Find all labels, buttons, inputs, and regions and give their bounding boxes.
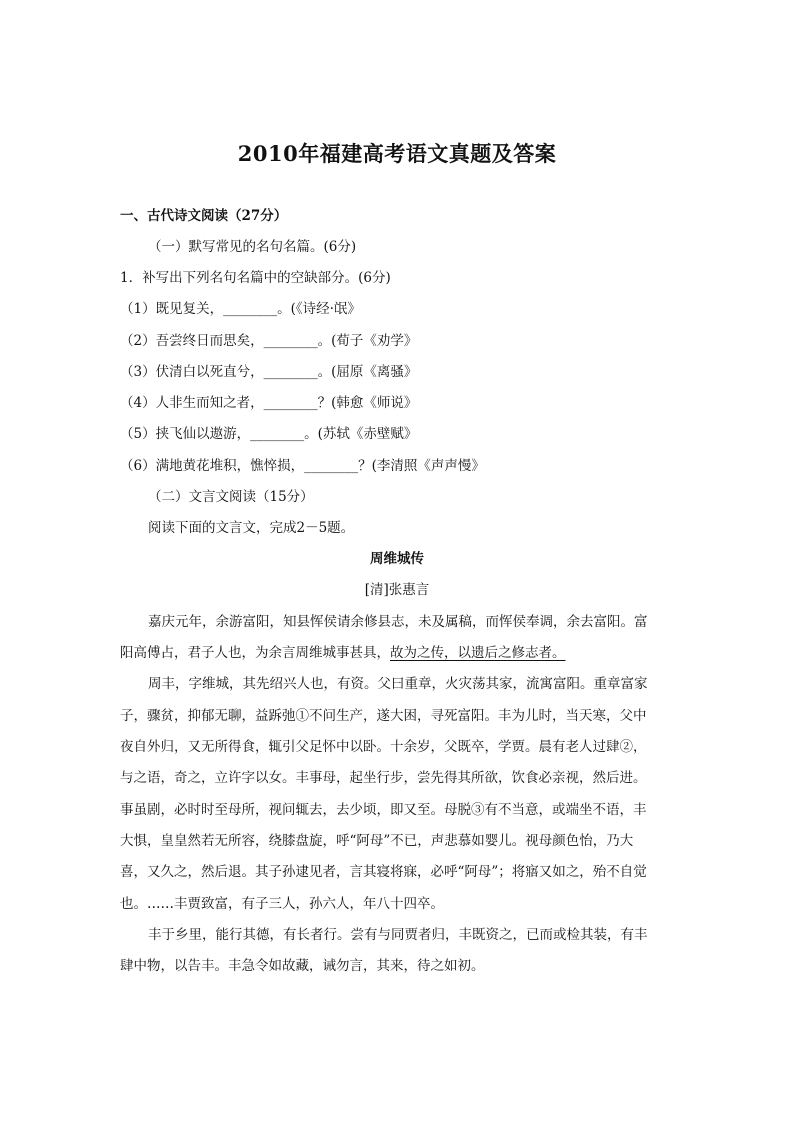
fill-item-3: （3）伏清白以死直兮，________。(屈原《离骚》 (120, 364, 418, 380)
page-title: 2010年福建高考语文真题及答案 (237, 141, 557, 166)
underlined-sentence: 故为之传，以遗后之修志者。 (390, 645, 566, 661)
paragraph-2-line-6: 大惧，皇皇然若无所容，绕膝盘旋，呼“阿母”不已，声悲慕如婴儿。视母颜色怡，乃大 (120, 833, 634, 849)
paragraph-1-line-2 (120, 643, 566, 663)
paragraph-1-line-1: 嘉庆元年，余游富阳，知县恽侯请余修县志，未及属稿，而恽侯奉调，余去富阳。富 (148, 614, 648, 630)
article-author: [清]张惠言 (364, 582, 430, 598)
fill-item-1: （1）既见复关，________。(《诗经·氓》 (120, 301, 361, 317)
paragraph-2-line-4: 与之语，奇之，立许字以女。丰事母，起坐行步，尝先得其所欲，饮食必亲视，然后进。 (120, 770, 647, 786)
paragraph-2-line-2: 子，骤贫，抑郁无聊，益跅弛①不问生产，遂大困，寻死富阳。丰为儿时，当天寒，父中 (120, 708, 647, 724)
paragraph-3-line-2: 肆中物，以告丰。丰急令如故藏，诫勿言，其来，待之如初。 (120, 958, 485, 974)
paragraph-1-text: 阳高傅占，君子人也，为余言周维城事甚具， (120, 645, 390, 661)
question-1: 1．补写出下列名句名篇中的空缺部分。(6分) (120, 270, 391, 286)
paragraph-2-line-8: 也。……丰贾致富，有子三人，孙六人，年八十四卒。 (120, 896, 444, 912)
section-heading: 一、古代诗文阅读（27分） (120, 208, 288, 224)
paragraph-2-line-5: 事虽剧，必时时至母所，视问辄去，去少顷，即又至。母脱③有不当意，或端坐不语，丰 (120, 802, 647, 818)
article-title: 周维城传 (370, 551, 424, 567)
fill-item-2: （2）吾尝终日而思矣，________。(荀子《劝学》 (120, 333, 418, 349)
subsection-heading-1: （一）默写常见的名句名篇。(6分) (148, 239, 357, 255)
paragraph-2-line-1: 周丰，字维城，其先绍兴人也，有资。父曰重章，火灾荡其家，流寓富阳。重章富家 (148, 676, 648, 692)
paragraph-2-line-3: 夜自外归，又无所得食，辄引父足怀中以卧。十余岁，父既卒，学贾。晨有老人过肆②， (120, 739, 647, 755)
paragraph-2-line-7: 喜，又久之，然后退。其子孙逮见者，言其寝将寐，必呼“阿母”；将寤又如之，殆不自觉 (120, 864, 647, 880)
fill-item-5: （5）挟飞仙以遨游，________。(苏轼《赤壁赋》 (120, 426, 418, 442)
fill-item-4: （4）人非生而知之者，________？(韩愈《师说》 (120, 395, 418, 411)
fill-item-6: （6）满地黄花堆积，憔悴损，________？(李清照《声声慢》 (120, 458, 485, 474)
reading-instruction: 阅读下面的文言文，完成2－5题。 (148, 520, 355, 536)
paragraph-3-line-1: 丰于乡里，能行其德，有长者行。尝有与同贾者归，丰既资之，已而或检其装，有丰 (148, 927, 648, 943)
subsection-heading-2: （二）文言文阅读（15分） (148, 489, 314, 505)
